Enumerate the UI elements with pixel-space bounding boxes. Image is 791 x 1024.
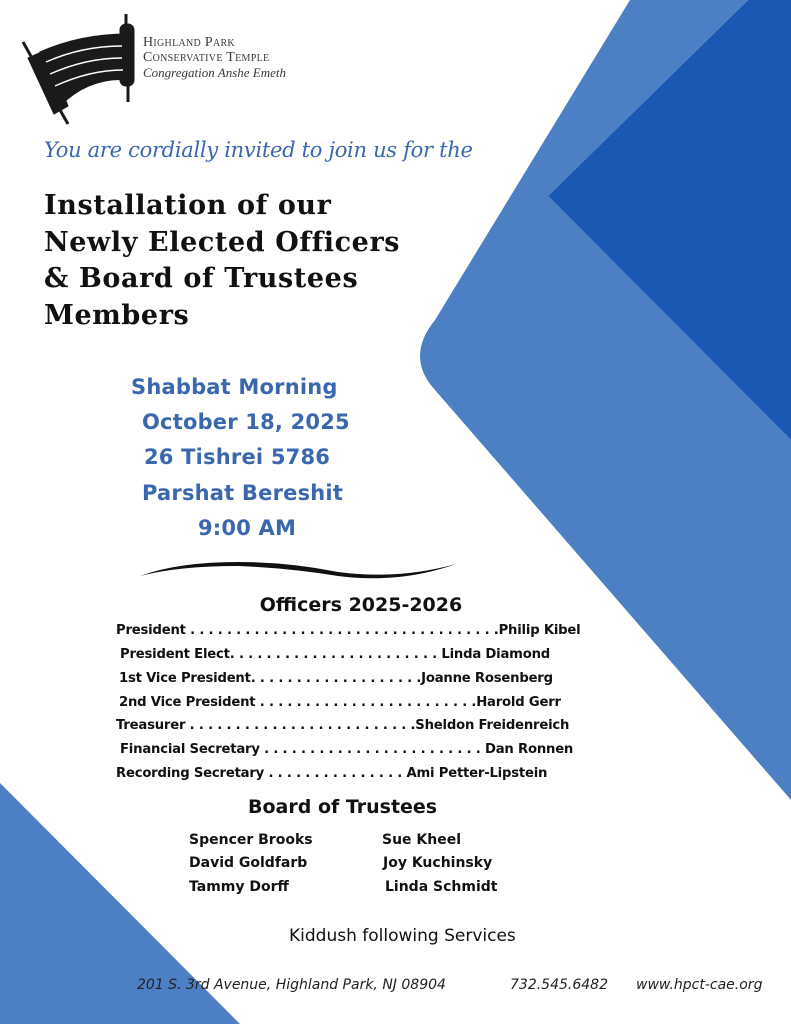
title-line-1: Installation of our: [44, 190, 332, 221]
page-title: [44, 188, 400, 334]
event-day: Shabbat Morning: [131, 375, 338, 399]
officer-row: President Elect. . . . . . . . . . . . . . . . . . . . . . . Linda Diamond: [120, 647, 551, 662]
event-parsha: Parshat Bereshit: [142, 481, 344, 505]
officers-heading: Officers 2025-2026: [259, 594, 463, 616]
event-date: October 18, 2025: [142, 410, 350, 434]
logo-name-line1: Highland Park: [143, 35, 235, 50]
officer-row: 1st Vice President. . . . . . . . . . . . . . . . . . .Joanne Rosenberg: [119, 671, 553, 686]
trustee-name: Joy Kuchinsky: [383, 855, 493, 871]
swoosh-divider: [138, 556, 458, 584]
logo-name-line2: Conservative Temple: [143, 50, 270, 65]
footer-phone: 732.545.6482: [510, 977, 608, 993]
trustee-name: David Goldfarb: [189, 855, 308, 871]
title-line-4: Members: [44, 299, 190, 331]
officer-row: 2nd Vice President . . . . . . . . . . . . . . . . . . . . . . . .Harold Gerr: [119, 695, 561, 710]
officer-row: President . . . . . . . . . . . . . . . . . . . . . . . . . . . . . . . . . .Philip Kibel: [116, 623, 581, 638]
logo-congregation: Congregation Anshe Emeth: [143, 65, 286, 80]
torah-scroll-icon: [20, 14, 140, 126]
event-time: 9:00 AM: [198, 516, 297, 540]
trustee-name: Spencer Brooks: [189, 832, 313, 848]
logo-text: [143, 35, 286, 80]
board-heading: Board of Trustees: [248, 796, 438, 818]
event-hebrew-date: 26 Tishrei 5786: [144, 445, 331, 469]
officer-row: Financial Secretary . . . . . . . . . . . . . . . . . . . . . . . . Dan Ronnen: [120, 742, 574, 757]
trustee-name: Linda Schmidt: [385, 879, 498, 895]
title-line-3: & Board of Trustees: [44, 263, 359, 294]
trustee-name: Tammy Dorff: [189, 879, 289, 895]
officer-row: Recording Secretary . . . . . . . . . . . . . . . Ami Petter-Lipstein: [116, 766, 548, 781]
invite-line: You are cordially invited to join us for the: [44, 138, 473, 162]
footer-address: 201 S. 3rd Avenue, Highland Park, NJ 08904: [137, 977, 446, 993]
officer-row: Treasurer . . . . . . . . . . . . . . . . . . . . . . . . .Sheldon Freidenreich: [116, 718, 570, 733]
trustee-name: Sue Kheel: [382, 832, 462, 848]
title-line-2: Newly Elected Officers: [44, 226, 401, 258]
kiddush-note: Kiddush following Services: [289, 926, 516, 946]
footer-website[interactable]: www.hpct-cae.org: [636, 977, 763, 993]
